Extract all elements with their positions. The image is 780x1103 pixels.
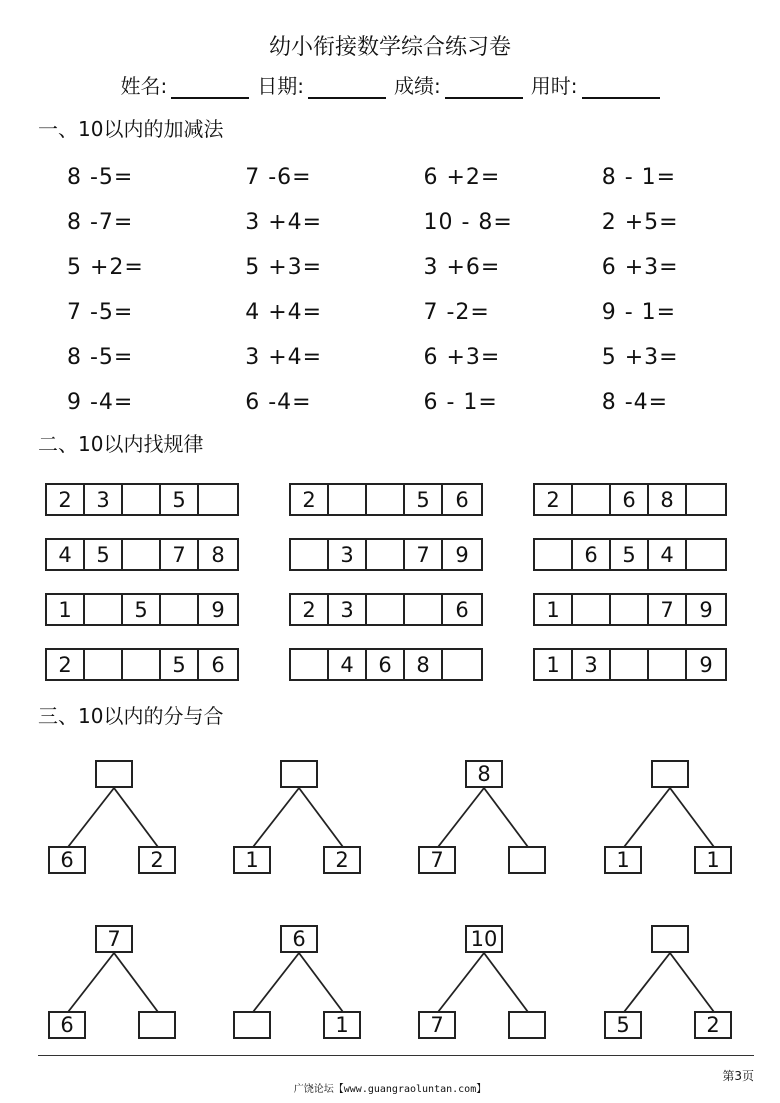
pattern-cell[interactable]: [573, 595, 611, 624]
footer-site: 广饶论坛【www.guangraoluntan.com】: [293, 1084, 487, 1095]
pattern-sequence: [45, 593, 239, 626]
pattern-cell[interactable]: 5: [611, 540, 649, 569]
pattern-cell[interactable]: [291, 540, 329, 569]
pattern-cell[interactable]: 6: [573, 540, 611, 569]
pattern-cell[interactable]: [611, 595, 649, 624]
arithmetic-problem[interactable]: 7 -2=: [423, 300, 490, 325]
arithmetic-problem[interactable]: 8 -5=: [67, 165, 134, 190]
number-bond: [48, 750, 188, 880]
date-field[interactable]: 日期:: [257, 70, 386, 99]
number-bond: [418, 915, 558, 1045]
pattern-cell[interactable]: 3: [85, 485, 123, 514]
pattern-sequence: [289, 538, 483, 571]
pattern-sequence: [289, 648, 483, 681]
pattern-cell[interactable]: [687, 540, 725, 569]
pattern-cell[interactable]: [123, 485, 161, 514]
arithmetic-problem[interactable]: 3 +4=: [245, 345, 323, 370]
pattern-cell[interactable]: [611, 650, 649, 679]
arithmetic-problem[interactable]: 8 - 1=: [601, 165, 677, 190]
arithmetic-problem[interactable]: 6 +3=: [423, 345, 501, 370]
arithmetic-problem[interactable]: 6 - 1=: [423, 390, 498, 415]
bond-whole-box[interactable]: [280, 760, 318, 788]
arithmetic-row: [0, 200, 780, 245]
pattern-cell[interactable]: 1: [47, 595, 85, 624]
bond-part-right-box[interactable]: 2: [694, 1011, 732, 1039]
pattern-cell[interactable]: [161, 595, 199, 624]
pattern-cell[interactable]: 5: [123, 595, 161, 624]
arithmetic-problem[interactable]: 9 -4=: [67, 390, 134, 415]
bond-whole-box[interactable]: 6: [280, 925, 318, 953]
pattern-cell[interactable]: [367, 595, 405, 624]
pattern-cell[interactable]: 6: [455, 487, 469, 512]
arithmetic-problem[interactable]: 7 -5=: [67, 300, 134, 325]
arithmetic-problem[interactable]: 9 - 1=: [601, 300, 677, 325]
pattern-cell[interactable]: [443, 650, 481, 679]
arithmetic-row: [0, 380, 780, 425]
pattern-cell[interactable]: 6: [367, 650, 405, 679]
pattern-sequence: [533, 538, 727, 571]
section-title-decomposition: 三、10以内的分与合: [38, 704, 224, 728]
pattern-cell[interactable]: [367, 485, 405, 514]
pattern-cell[interactable]: 3: [329, 595, 367, 624]
pattern-cell[interactable]: 4: [649, 540, 687, 569]
arithmetic-problem[interactable]: 8 -4=: [601, 390, 669, 415]
bond-whole-box[interactable]: [651, 925, 689, 953]
footer-divider: [38, 1055, 754, 1056]
bond-part-left-box[interactable]: 5: [604, 1011, 642, 1039]
pattern-row: [45, 648, 745, 703]
pattern-cell[interactable]: [123, 540, 161, 569]
page-number: 第3页: [722, 1069, 754, 1083]
pattern-cell[interactable]: 5: [161, 485, 199, 514]
pattern-cell[interactable]: [405, 595, 443, 624]
pattern-cell[interactable]: 1: [535, 595, 573, 624]
bond-part-left-box[interactable]: 1: [604, 846, 642, 874]
pattern-sequence: [533, 483, 727, 516]
pattern-cell[interactable]: 6: [611, 485, 649, 514]
arithmetic-problem[interactable]: 2 +5=: [601, 210, 679, 235]
arithmetic-problem[interactable]: 6 +2=: [423, 165, 501, 190]
pattern-cell[interactable]: 9: [455, 542, 469, 567]
bond-part-left-box[interactable]: 6: [48, 1011, 86, 1039]
bond-part-right-box[interactable]: 1: [323, 1011, 361, 1039]
pattern-cell[interactable]: 5: [161, 650, 199, 679]
bond-part-right-box[interactable]: [138, 1011, 176, 1039]
pattern-cell[interactable]: 7: [161, 540, 199, 569]
bond-whole-box[interactable]: [95, 760, 133, 788]
pattern-cell[interactable]: 6: [455, 597, 469, 622]
pattern-cell[interactable]: 6: [211, 652, 225, 677]
pattern-cell[interactable]: 8: [649, 485, 687, 514]
arithmetic-problem[interactable]: 5 +2=: [67, 255, 144, 280]
bond-whole-box[interactable]: 7: [95, 925, 133, 953]
pattern-cell[interactable]: 7: [649, 595, 687, 624]
arithmetic-problem[interactable]: 10 - 8=: [423, 210, 513, 235]
section-title-arithmetic: 一、10以内的加减法: [38, 117, 224, 141]
pattern-grid: [45, 483, 745, 703]
pattern-sequence: [289, 483, 483, 516]
arithmetic-problem[interactable]: 6 -4=: [245, 390, 312, 415]
worksheet-title: 幼小衔接数学综合练习卷: [268, 35, 511, 60]
pattern-cell[interactable]: [291, 650, 329, 679]
bond-part-right-box[interactable]: [508, 1011, 546, 1039]
pattern-cell[interactable]: [199, 485, 237, 514]
pattern-cell[interactable]: [367, 540, 405, 569]
arithmetic-row: [0, 245, 780, 290]
pattern-cell[interactable]: 4: [47, 540, 85, 569]
number-bond: [604, 750, 744, 880]
number-bond: [233, 915, 373, 1045]
pattern-cell[interactable]: 5: [85, 540, 123, 569]
number-bond: [604, 915, 744, 1045]
pattern-cell[interactable]: 8: [211, 542, 225, 567]
pattern-cell[interactable]: 3: [329, 540, 367, 569]
pattern-cell[interactable]: [123, 650, 161, 679]
time-field[interactable]: 用时:: [531, 70, 660, 99]
pattern-cell[interactable]: 2: [291, 485, 329, 514]
pattern-sequence: [45, 483, 239, 516]
pattern-row: [45, 483, 745, 538]
section-title-patterns: 二、10以内找规律: [38, 432, 204, 456]
pattern-cell[interactable]: 2: [47, 485, 85, 514]
pattern-sequence: [533, 593, 727, 626]
bond-part-right-box[interactable]: 1: [694, 846, 732, 874]
bond-part-right-box[interactable]: [508, 846, 546, 874]
number-bond: [418, 750, 558, 880]
score-field[interactable]: 成绩:: [394, 70, 523, 99]
pattern-cell[interactable]: 2: [47, 650, 85, 679]
pattern-cell[interactable]: 2: [535, 485, 573, 514]
arithmetic-problem[interactable]: 3 +6=: [423, 255, 501, 280]
number-bond-area: [0, 740, 780, 1040]
arithmetic-problem[interactable]: 6 +3=: [601, 255, 679, 280]
pattern-sequence: [533, 648, 727, 681]
arithmetic-grid: [0, 155, 780, 425]
pattern-sequence: [45, 538, 239, 571]
pattern-cell[interactable]: [687, 485, 725, 514]
student-info-row: [0, 70, 780, 99]
pattern-cell[interactable]: [85, 650, 123, 679]
pattern-cell[interactable]: 2: [291, 595, 329, 624]
pattern-cell[interactable]: [535, 540, 573, 569]
arithmetic-problem[interactable]: 8 -7=: [67, 210, 134, 235]
bond-part-left-box[interactable]: 6: [48, 846, 86, 874]
pattern-cell[interactable]: 9: [699, 597, 713, 622]
arithmetic-row: [0, 335, 780, 380]
pattern-cell[interactable]: 3: [573, 650, 611, 679]
bond-part-left-box[interactable]: 7: [418, 846, 456, 874]
pattern-cell[interactable]: 7: [405, 540, 443, 569]
bond-whole-box[interactable]: [651, 760, 689, 788]
pattern-sequence: [45, 648, 239, 681]
pattern-cell[interactable]: [85, 595, 123, 624]
arithmetic-problem[interactable]: 5 +3=: [601, 345, 679, 370]
pattern-cell[interactable]: [573, 485, 611, 514]
bond-part-left-box[interactable]: [233, 1011, 271, 1039]
number-bond: [48, 915, 188, 1045]
pattern-cell[interactable]: 8: [405, 650, 443, 679]
name-field[interactable]: 姓名:: [121, 70, 250, 99]
pattern-cell[interactable]: 5: [405, 485, 443, 514]
bond-whole-box[interactable]: 10: [465, 925, 503, 953]
arithmetic-row: [0, 155, 780, 200]
arithmetic-problem[interactable]: 3 +4=: [245, 210, 323, 235]
pattern-cell[interactable]: 4: [329, 650, 367, 679]
number-bond: [233, 750, 373, 880]
pattern-cell[interactable]: 9: [211, 597, 225, 622]
arithmetic-problem[interactable]: 8 -5=: [67, 345, 134, 370]
bond-part-left-box[interactable]: 1: [233, 846, 271, 874]
bond-part-right-box[interactable]: 2: [138, 846, 176, 874]
arithmetic-problem[interactable]: 5 +3=: [245, 255, 323, 280]
arithmetic-problem[interactable]: 4 +4=: [245, 300, 323, 325]
bond-part-right-box[interactable]: 2: [323, 846, 361, 874]
pattern-row: [45, 593, 745, 648]
pattern-cell[interactable]: [329, 485, 367, 514]
pattern-cell[interactable]: [649, 650, 687, 679]
bond-whole-box[interactable]: 8: [465, 760, 503, 788]
pattern-cell[interactable]: 1: [535, 650, 573, 679]
pattern-sequence: [289, 593, 483, 626]
arithmetic-problem[interactable]: 7 -6=: [245, 165, 312, 190]
pattern-row: [45, 538, 745, 593]
pattern-cell[interactable]: 9: [699, 652, 713, 677]
arithmetic-row: [0, 290, 780, 335]
bond-part-left-box[interactable]: 7: [418, 1011, 456, 1039]
